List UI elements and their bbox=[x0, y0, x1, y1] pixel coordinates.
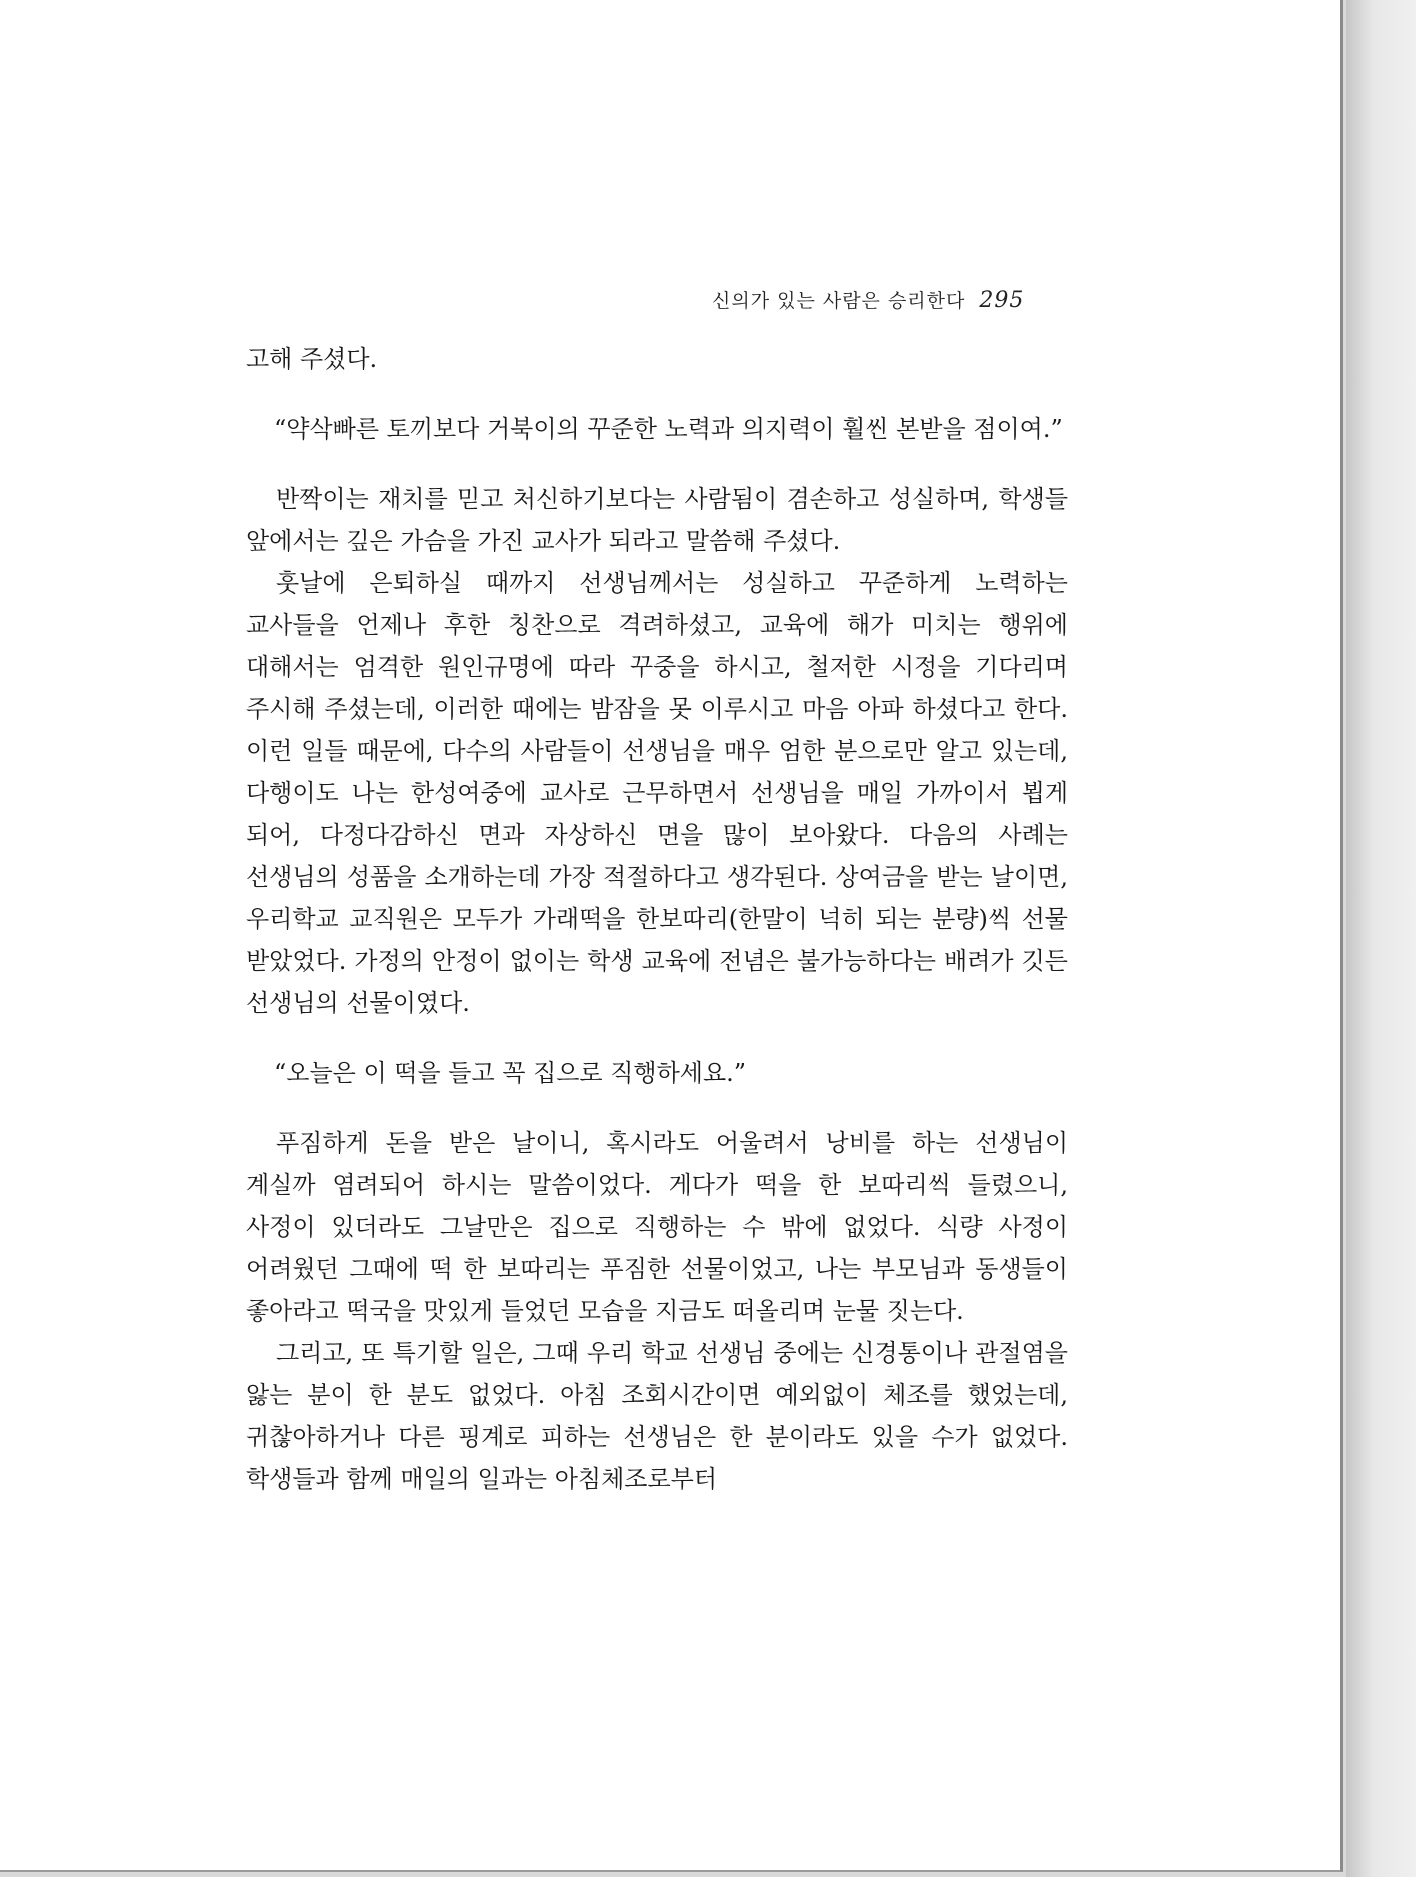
quote-paragraph: “약삭빠른 토끼보다 거북이의 꾸준한 노력과 의지력이 훨씬 본받을 점이여.” bbox=[274, 415, 1063, 443]
paragraph-continuation: 고해 주셨다. bbox=[246, 345, 378, 373]
running-head bbox=[712, 286, 1024, 313]
running-title: 신의가 있는 사람은 승리한다 bbox=[712, 290, 966, 312]
viewer-margin bbox=[1346, 0, 1416, 1877]
page-number: 295 bbox=[979, 288, 1025, 313]
quote-paragraph: “오늘은 이 떡을 들고 꼭 집으로 직행하세요.” bbox=[274, 1059, 747, 1087]
body-text bbox=[246, 338, 1068, 1500]
paragraph: 푸짐하게 돈을 받은 날이니, 혹시라도 어울려서 낭비를 하는 선생님이 계실까 염려되어 하시는 말씀이었다. 게다가 떡을 한 보따리씩 들렸으니, 사정이 있더라도 그날만은 집으로 직행하는 수 밖에 없었다. 식량 사정이 어려웠던 그때에 떡 한 보따리는 푸짐한 선물이었고, 나는 부모님과 동생들이 좋아라고 떡국을 맛있게 들었던 모습을 지금도 떠올리며 눈물 짓는다. bbox=[246, 1129, 1068, 1325]
paragraph: 훗날에 은퇴하실 때까지 선생님께서는 성실하고 꾸준하게 노력하는 교사들을 언제나 후한 칭찬으로 격려하셨고, 교육에 해가 미치는 행위에 대해서는 엄격한 원인규명에 따라 꾸중을 하시고, 철저한 시정을 기다리며 주시해 주셨는데, 이러한 때에는 밤잠을 못 이루시고 마음 아파 하셨다고 한다. 이런 일들 때문에, 다수의 사람들이 선생님을 매우 엄한 분으로만 알고 있는데, 다행이도 나는 한성여중에 교사로 근무하면서 선생님을 매일 가까이서 뵙게 되어, 다정다감하신 면과 자상하신 면을 많이 보아왔다. 다음의 사례는 선생님의 성품을 소개하는데 가장 적절하다고 생각된다. 상여금을 받는 날이면, 우리학교 교직원은 모두가 가래떡을 한보따리(한말이 넉히 되는 분량)씩 선물 받았었다. 가정의 안정이 없이는 학생 교육에 전념은 불가능하다는 배려가 깃든 선생님의 선물이였다. bbox=[246, 569, 1068, 1017]
paragraph: 그리고, 또 특기할 일은, 그때 우리 학교 선생님 중에는 신경통이나 관절염을 앓는 분이 한 분도 없었다. 아침 조회시간이면 예외없이 체조를 했었는데, 귀찮아하거나 다른 핑계로 피하는 선생님은 한 분이라도 있을 수가 없었다. 학생들과 함께 매일의 일과는 아침체조로부터 bbox=[246, 1339, 1068, 1493]
paragraph: 반짝이는 재치를 믿고 처신하기보다는 사람됨이 겸손하고 성실하며, 학생들 앞에서는 깊은 가슴을 가진 교사가 되라고 말씀해 주셨다. bbox=[246, 485, 1068, 555]
